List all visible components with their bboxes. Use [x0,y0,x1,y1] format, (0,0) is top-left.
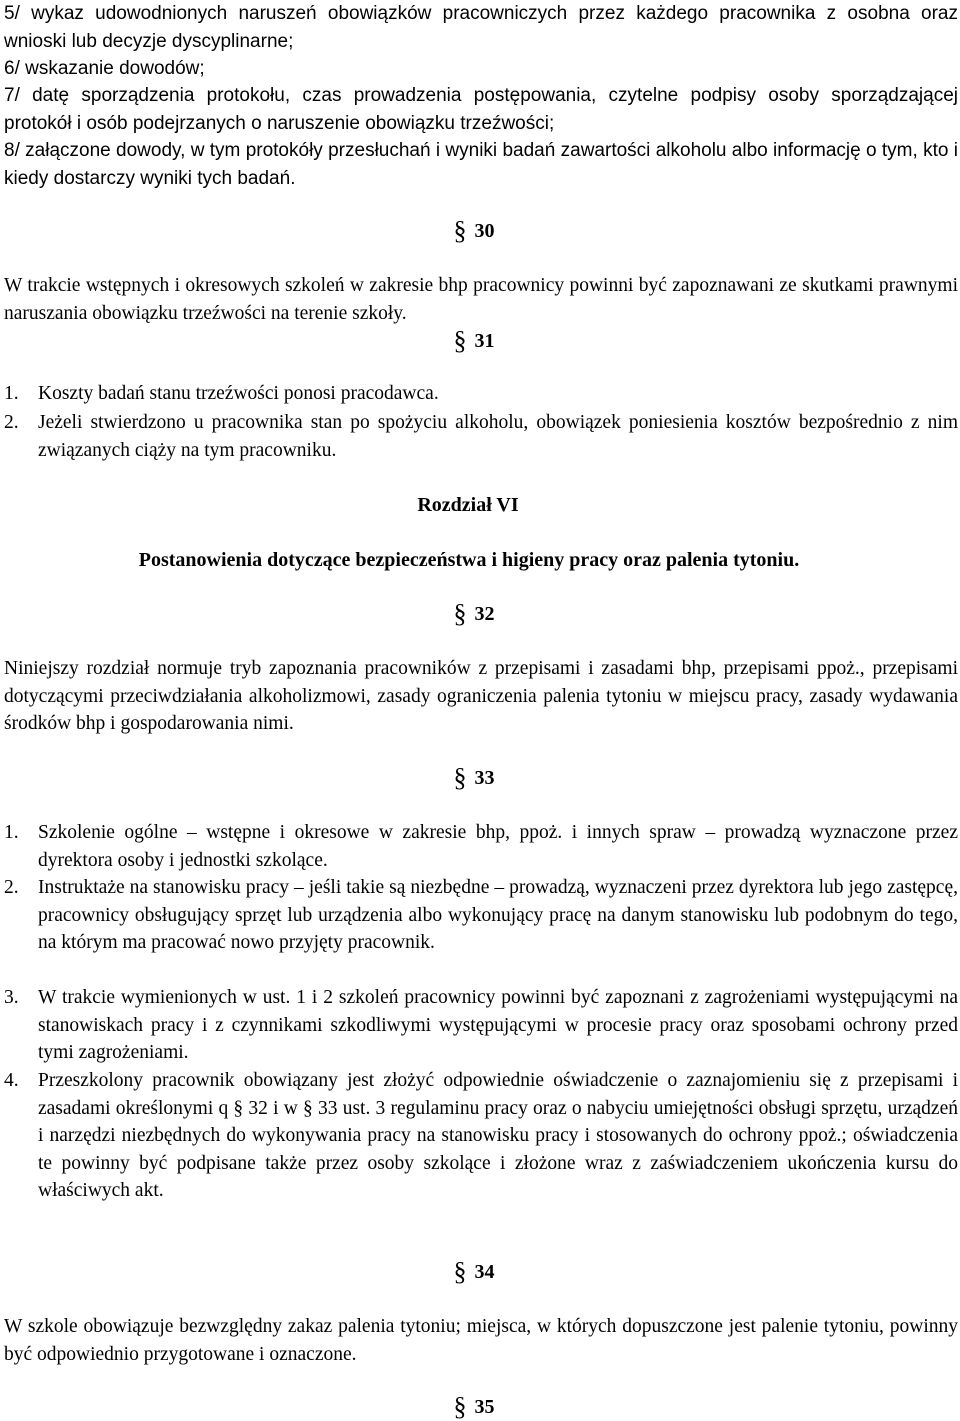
list-item: 2. Instruktaże na stanowisku pracy – jeśli takie są niezbędne – prowadzą, wyznaczeni przez dyrektora lub jego zastępcę, pracownicy obsługujący sprzęt lub urządzenia albo wykonujący pracę na danym stanowisku lub podobnym do tego, na którym ma pracować nowo przyjęty pracownik. [4,877,958,953]
section-32-paragraph: Niniejszy rozdział normuje tryb zapoznania pracowników z przepisami i zasadami bhp, przepisami ppoż., przepisami dotyczącymi przeciwdziałania alkoholizmowi, zasady ograniczenia palenia tytoniu w miejscu pracy, zasady wydawania środków bhp i gospodarowania nimi. [4,658,958,734]
section-heading-34 [0,1259,960,1285]
section-heading-32 [0,601,960,627]
section-mark: § [453,1392,467,1421]
list-item: 1. Szkolenie ogólne – wstępne i okresowe w zakresie bhp, ppoż. i innych spraw – prowadzą wyznaczone przez dyrektora osoby i jednostki szkolące. [4,822,958,871]
list-item-8: 8/ załączone dowody, w tym protokóły przesłuchań i wyniki badań zawartości alkoholu albo informację o tym, kto i kiedy dostarczy wyniki tych badań. [4,140,958,189]
list-item-6: 6/ wskazanie dowodów; [4,58,205,79]
chapter-label: Rozdział VI [417,494,519,516]
section-number: 35 [474,1396,495,1418]
section-mark: § [453,216,467,245]
section-mark: § [453,763,467,792]
list-item: 4. Przeszkolony pracownik obowiązany jest złożyć odpowiednie oświadczenie o zaznajomieniu się z przepisami i zasadami określonymi q § 32 i w § 33 ust. 3 regulaminu pracy oraz o nabyciu umiejętności obsługi sprzętu, urządzeń i narzędzi niezbędnych do wykonywania pracy na stanowisku pracy i stosowanych do ochrony ppoż.; oświadczenia te powinny być podpisane także przez osoby szkolące i złożone wraz z zaświadczeniem ukończenia kursu do właściwych akt. [4,1070,958,1201]
section-number: 33 [474,767,495,789]
section-number: 32 [474,603,495,625]
section-number: 31 [474,330,495,352]
section-heading-33 [0,765,960,791]
section-number: 34 [474,1261,495,1283]
section-heading-30 [0,218,960,244]
list-item: 3. W trakcie wymienionych w ust. 1 i 2 szkoleń pracownicy powinni być zapoznani z zagrożeniami występującymi na stanowiskach pracy i z czynnikami szkodliwymi występującymi w procesie pracy oraz sposobami ochrony przed tymi zagrożeniami. [4,987,958,1063]
section-heading-31 [0,328,960,354]
section-30-paragraph: W trakcie wstępnych i okresowych szkoleń w zakresie bhp pracownicy powinni być zapoznawani ze skutkami prawnymi naruszania obowiązku trzeźwości na terenie szkoły. [4,275,958,324]
list-item-7: 7/ datę sporządzenia protokołu, czas prowadzenia postępowania, czytelne podpisy osoby sporządzającej protokół i osób podejrzanych o naruszenie obowiązku trzeźwości; [4,85,958,134]
section-mark: § [453,599,467,628]
section-mark: § [453,1257,467,1286]
section-number: 30 [474,220,495,242]
list-item: 2. Jeżeli stwierdzono u pracownika stan po spożyciu alkoholu, obowiązek poniesienia kosztów bezpośrednio z nim związanych ciąży na tym pracowniku. [4,412,958,461]
list-item-5: 5/ wykaz udowodnionych naruszeń obowiązków pracowniczych przez każdego pracownika z osobna oraz wnioski lub decyzje dyscyplinarne; [4,3,958,52]
section-mark: § [453,326,467,355]
section-heading-35 [0,1394,960,1420]
section-34-paragraph: W szkole obowiązuje bezwzględny zakaz palenia tytoniu; miejsca, w których dopuszczone jest palenie tytoniu, powinny być odpowiednio przygotowane i oznaczone. [4,1316,958,1365]
chapter-title: Postanowienia dotyczące bezpieczeństwa i higieny pracy oraz palenia tytoniu. [138,549,800,571]
list-item: 1. Koszty badań stanu trzeźwości ponosi pracodawca. [4,383,439,404]
